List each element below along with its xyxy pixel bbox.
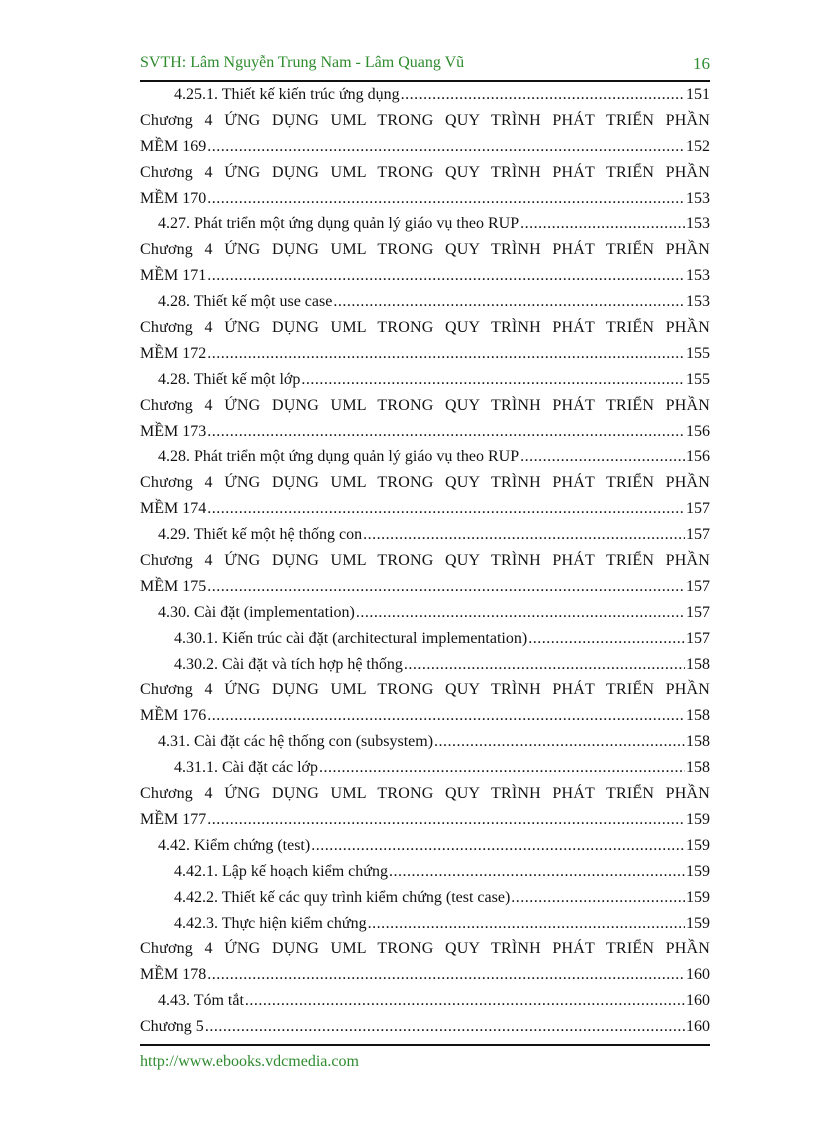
toc-dot-leader [207, 134, 685, 160]
toc-page-number: 159 [686, 836, 710, 854]
toc-entry[interactable] [140, 729, 710, 755]
toc-dot-leader [389, 859, 685, 885]
toc-entry-title: 4.42.3. Thực hiện kiểm chứng [174, 914, 367, 932]
toc-chapter-heading[interactable]: Chương 4 ỨNG DỤNG UML TRONG QUY TRÌNH PHÁT TRIỂN PHẦN [140, 940, 710, 958]
toc-dot-leader [363, 522, 685, 548]
toc-entry-title: MỀM 174 [140, 500, 207, 518]
toc-entry[interactable] [140, 652, 710, 678]
toc-entry-title: MỀM 173 [140, 422, 207, 440]
toc-page-number: 152 [686, 137, 710, 155]
toc-dot-leader [520, 444, 685, 470]
toc-entry[interactable] [140, 600, 710, 626]
toc-chapter-heading[interactable]: Chương 4 ỨNG DỤNG UML TRONG QUY TRÌNH PHÁT TRIỂN PHẦN [140, 785, 710, 803]
toc-dot-leader [401, 82, 685, 108]
toc-page-number: 155 [686, 370, 710, 388]
toc-dot-leader [434, 729, 685, 755]
toc-entry[interactable] [140, 988, 710, 1014]
toc-entry[interactable] [140, 755, 710, 781]
toc-entry[interactable] [140, 859, 710, 885]
toc-entry[interactable] [140, 626, 710, 652]
toc-entry-title: MỀM 171 [140, 267, 207, 285]
toc-entry-title: 4.43. Tóm tắt [158, 992, 244, 1010]
toc-entry-title: 4.30.1. Kiến trúc cài đặt (architectural implementation) [174, 629, 528, 647]
toc-entry-title: 4.29. Thiết kế một hệ thống con [158, 526, 363, 544]
toc-chapter-heading[interactable]: Chương 4 ỨNG DỤNG UML TRONG QUY TRÌNH PHÁT TRIỂN PHẦN [140, 552, 710, 570]
toc-entry-title: 4.31.1. Cài đặt các lớp [174, 759, 318, 777]
toc-entry[interactable] [140, 211, 710, 237]
toc-page-number: 160 [686, 992, 710, 1010]
toc-entry-title: 4.27. Phát triển một ứng dụng quản lý giáo vụ theo RUP [158, 215, 520, 233]
toc-dot-leader [207, 807, 685, 833]
toc-dot-leader [333, 289, 685, 315]
toc-dot-leader [520, 211, 685, 237]
toc-entry-title: Chương 5 [140, 1018, 204, 1036]
toc-entry[interactable] [140, 367, 710, 393]
toc-dot-leader [245, 988, 685, 1014]
toc-entry[interactable] [140, 522, 710, 548]
toc-entry-title: 4.42. Kiểm chứng (test) [158, 836, 311, 854]
toc-chapter-heading[interactable]: Chương 4 ỨNG DỤNG UML TRONG QUY TRÌNH PHÁT TRIỂN PHẦN [140, 396, 710, 414]
toc-page-number: 157 [686, 500, 710, 518]
toc-page-number: 157 [686, 577, 710, 595]
toc-entry[interactable] [140, 885, 710, 911]
toc-page-number: 158 [686, 733, 710, 751]
toc-page-number: 153 [686, 215, 710, 233]
toc-entry[interactable] [140, 186, 710, 212]
toc-entry-title: 4.42.2. Thiết kế các quy trình kiểm chứng (test case) [174, 888, 511, 906]
table-of-contents [140, 82, 710, 1040]
toc-page-number: 157 [686, 629, 710, 647]
toc-dot-leader [311, 833, 685, 859]
toc-chapter-heading[interactable]: Chương 4 ỨNG DỤNG UML TRONG QUY TRÌNH PHÁT TRIỂN PHẦN [140, 111, 710, 129]
toc-page-number: 159 [686, 888, 710, 906]
toc-dot-leader [368, 911, 685, 937]
toc-entry[interactable] [140, 911, 710, 937]
toc-page-number: 153 [686, 293, 710, 311]
toc-page-number: 158 [686, 707, 710, 725]
toc-page-number: 156 [686, 422, 710, 440]
page-number: 16 [693, 54, 710, 73]
toc-entry[interactable] [140, 419, 710, 445]
toc-page-number: 153 [686, 189, 710, 207]
toc-entry[interactable] [140, 82, 710, 108]
toc-entry-title: 4.25.1. Thiết kế kiến trúc ứng dụng [174, 86, 400, 103]
toc-entry[interactable] [140, 134, 710, 160]
toc-dot-leader [207, 263, 685, 289]
toc-entry-title: 4.42.1. Lập kế hoạch kiểm chứng [174, 862, 388, 880]
toc-page-number: 160 [686, 966, 710, 984]
footer-link[interactable]: http://www.ebooks.vdcmedia.com [140, 1053, 359, 1070]
toc-entry[interactable] [140, 807, 710, 833]
toc-entry-title: MỀM 178 [140, 966, 207, 984]
page-footer [140, 1053, 359, 1071]
toc-entry[interactable] [140, 833, 710, 859]
toc-entry-title: MỀM 175 [140, 577, 207, 595]
footer-divider [140, 1044, 710, 1046]
toc-dot-leader [207, 341, 685, 367]
toc-entry-title: MỀM 170 [140, 189, 207, 207]
toc-dot-leader [404, 652, 685, 678]
toc-page-number: 158 [686, 655, 710, 673]
toc-dot-leader [205, 1014, 685, 1040]
toc-entry[interactable] [140, 574, 710, 600]
toc-entry-title: 4.28. Thiết kế một lớp [158, 370, 301, 388]
toc-entry-title: MỀM 176 [140, 707, 207, 725]
toc-dot-leader [301, 367, 685, 393]
header-author: SVTH: Lâm Nguyễn Trung Nam - Lâm Quang Vũ [140, 54, 465, 71]
toc-dot-leader [207, 703, 685, 729]
toc-page-number: 151 [686, 86, 710, 103]
toc-entry[interactable] [140, 444, 710, 470]
toc-dot-leader [207, 419, 685, 445]
toc-page-number: 158 [686, 759, 710, 777]
toc-page-number: 157 [686, 603, 710, 621]
toc-dot-leader [207, 496, 685, 522]
toc-dot-leader [319, 755, 685, 781]
toc-page-number: 156 [686, 448, 710, 466]
toc-entry-title: 4.31. Cài đặt các hệ thống con (subsystem) [158, 733, 434, 751]
toc-entry-title: MỀM 169 [140, 137, 207, 155]
toc-dot-leader [528, 626, 685, 652]
toc-entry[interactable] [140, 263, 710, 289]
toc-page-number: 153 [686, 267, 710, 285]
toc-dot-leader [207, 574, 685, 600]
toc-page-number: 155 [686, 344, 710, 362]
toc-dot-leader [207, 962, 685, 988]
toc-entry[interactable] [140, 341, 710, 367]
toc-page-number: 160 [686, 1018, 710, 1036]
toc-entry-title: 4.30. Cài đặt (implementation) [158, 603, 355, 621]
toc-page-number: 159 [686, 862, 710, 880]
toc-chapter-heading[interactable]: Chương 4 ỨNG DỤNG UML TRONG QUY TRÌNH PHÁT TRIỂN PHẦN [140, 681, 710, 699]
toc-page-number: 159 [686, 914, 710, 932]
toc-dot-leader [511, 885, 685, 911]
toc-page-number: 159 [686, 810, 710, 828]
toc-entry[interactable] [140, 496, 710, 522]
toc-dot-leader [356, 600, 685, 626]
page-header [140, 54, 710, 80]
toc-page-number: 157 [686, 526, 710, 544]
toc-dot-leader [207, 186, 685, 212]
toc-chapter-heading[interactable]: Chương 4 ỨNG DỤNG UML TRONG QUY TRÌNH PHÁT TRIỂN PHẦN [140, 163, 710, 181]
toc-entry-title: MỀM 177 [140, 810, 207, 828]
toc-chapter-heading[interactable]: Chương 4 ỨNG DỤNG UML TRONG QUY TRÌNH PHÁT TRIỂN PHẦN [140, 241, 710, 259]
toc-chapter-heading[interactable]: Chương 4 ỨNG DỤNG UML TRONG QUY TRÌNH PHÁT TRIỂN PHẦN [140, 319, 710, 337]
toc-entry-title: MỀM 172 [140, 344, 207, 362]
toc-entry[interactable] [140, 289, 710, 315]
toc-entry-title: 4.30.2. Cài đặt và tích hợp hệ thống [174, 655, 403, 673]
toc-entry[interactable] [140, 962, 710, 988]
toc-entry-title: 4.28. Thiết kế một use case [158, 293, 333, 311]
toc-entry-title: 4.28. Phát triển một ứng dụng quản lý giáo vụ theo RUP [158, 448, 520, 466]
toc-chapter-heading[interactable]: Chương 4 ỨNG DỤNG UML TRONG QUY TRÌNH PHÁT TRIỂN PHẦN [140, 474, 710, 492]
toc-entry[interactable] [140, 1014, 710, 1040]
toc-entry[interactable] [140, 703, 710, 729]
